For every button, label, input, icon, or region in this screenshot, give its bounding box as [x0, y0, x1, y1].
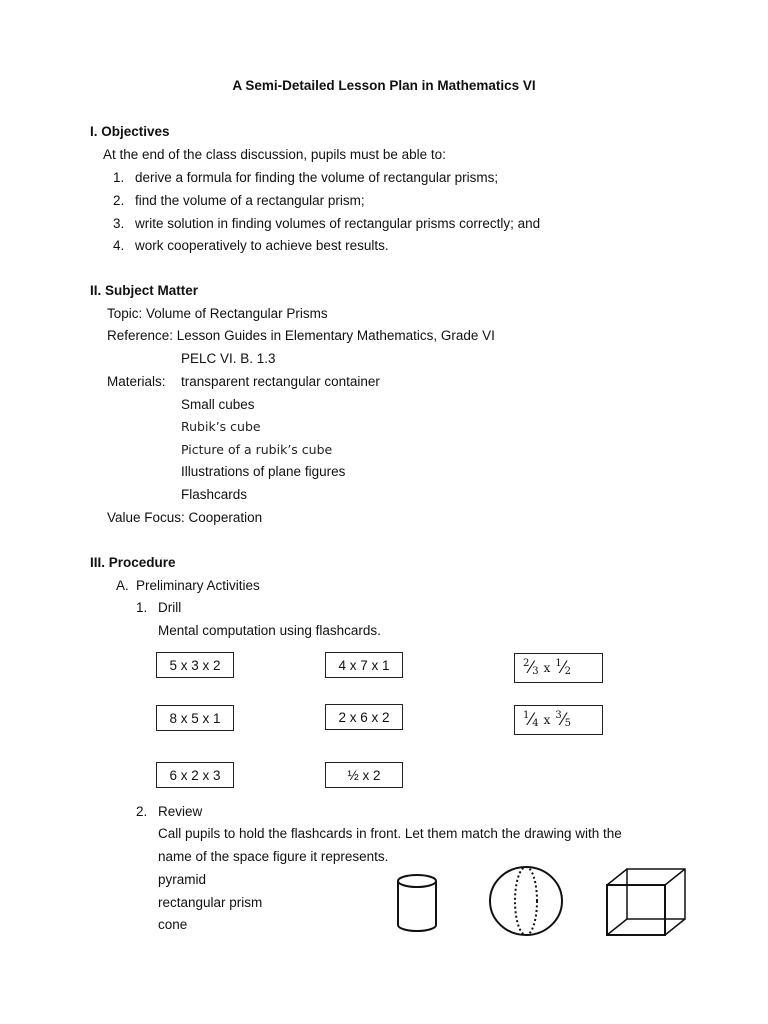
cube-drawing: [603, 865, 691, 939]
cylinder-drawing: [394, 872, 440, 936]
section-a-letter: A.: [116, 578, 129, 593]
flashcard: ½ x 2: [325, 762, 403, 788]
objective-item: work cooperatively to achieve best results.: [135, 238, 389, 253]
drill-description: Mental computation using flashcards.: [158, 623, 381, 638]
fraction-numerator: 1: [523, 709, 530, 721]
fraction-denominator: 3: [532, 665, 539, 677]
fraction-operator: x: [543, 713, 551, 727]
flashcard: 6 x 2 x 3: [156, 762, 234, 788]
topic-line: Topic: Volume of Rectangular Prisms: [107, 306, 328, 321]
fraction-numerator: 1: [555, 657, 562, 669]
material-item: Illustrations of plane figures: [181, 464, 346, 479]
drill-number: 1.: [136, 600, 148, 615]
flashcard: 2 x 6 x 2: [325, 704, 403, 730]
subject-matter-heading: II. Subject Matter: [90, 283, 199, 298]
figure-name: cone: [158, 917, 188, 932]
flashcard: 5 x 3 x 2: [156, 652, 234, 678]
sphere-drawing: [487, 864, 565, 938]
flashcard: 4 x 7 x 1: [325, 652, 403, 678]
material-item: Rubik’s cube: [181, 419, 261, 434]
material-item: Small cubes: [181, 397, 255, 412]
objective-number: 4.: [113, 238, 125, 253]
fraction-denominator: 2: [564, 665, 571, 677]
objectives-heading: I. Objectives: [90, 124, 170, 139]
objectives-intro: At the end of the class discussion, pupils must be able to:: [103, 147, 446, 162]
fraction-operator: x: [543, 661, 551, 675]
objective-item: derive a formula for finding the volume of rectangular prisms;: [135, 170, 499, 185]
objective-number: 3.: [113, 216, 125, 231]
fraction-denominator: 4: [532, 717, 539, 729]
fraction-flashcard: 2 ⁄ 3 x 1 ⁄ 2: [514, 653, 603, 683]
fraction-denominator: 5: [564, 717, 571, 729]
objective-item: write solution in finding volumes of rectangular prisms correctly; and: [135, 216, 541, 231]
figure-name: pyramid: [158, 872, 207, 887]
figure-name: rectangular prism: [158, 895, 263, 910]
reference-line: Reference: Lesson Guides in Elementary Mathematics, Grade VI: [107, 328, 495, 343]
fraction-flashcard: 1 ⁄ 4 x 3 ⁄ 5: [514, 705, 603, 735]
fraction-numerator: 3: [555, 709, 562, 721]
procedure-heading: III. Procedure: [90, 555, 176, 570]
material-item: Flashcards: [181, 487, 248, 502]
drill-label: Drill: [158, 600, 182, 615]
material-item: transparent rectangular container: [181, 374, 380, 389]
materials-label: Materials:: [107, 374, 166, 389]
material-item: Picture of a rubik’s cube: [181, 442, 333, 457]
review-description: name of the space figure it represents.: [158, 849, 389, 864]
review-number: 2.: [136, 804, 148, 819]
review-label: Review: [158, 804, 203, 819]
section-a-label: Preliminary Activities: [136, 578, 260, 593]
objective-number: 2.: [113, 193, 125, 208]
review-description: Call pupils to hold the flashcards in front. Let them match the drawing with the: [158, 826, 622, 841]
objective-item: find the volume of a rectangular prism;: [135, 193, 365, 208]
reference-pelc: PELC VI. B. 1.3: [181, 351, 276, 366]
objective-number: 1.: [113, 170, 125, 185]
fraction-numerator: 2: [523, 657, 530, 669]
flashcard: 8 x 5 x 1: [156, 705, 234, 731]
value-focus-line: Value Focus: Cooperation: [107, 510, 263, 525]
page-title: A Semi-Detailed Lesson Plan in Mathematics VI: [232, 78, 536, 93]
